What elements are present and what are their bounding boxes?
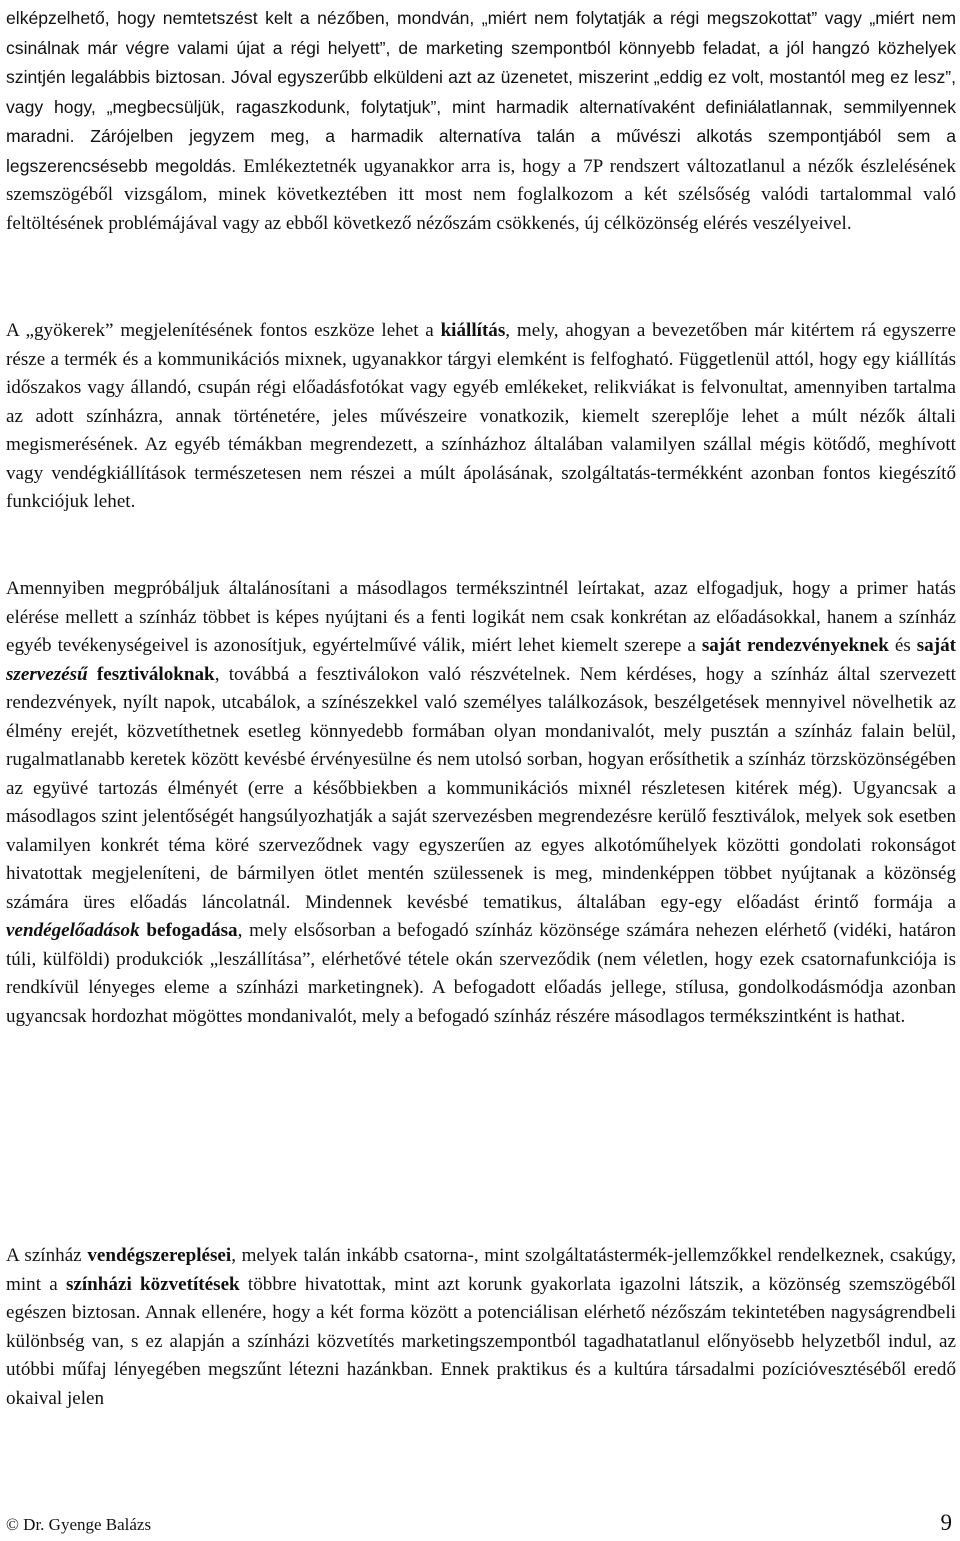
- paragraph-1: [6, 4, 956, 238]
- text-run: saját rendezvényeknek: [701, 635, 889, 656]
- text-run: [88, 664, 97, 685]
- paragraph-2: [6, 317, 956, 517]
- text-run: Amennyiben megpróbáljuk általánosítani a másodlagos termékszintnél leírtakat, azaz elfogadjuk, hogy a primer hatás elérése mellett a színház többet is képes nyújtani és a fenti logikát nem csak konkrétan az előadásokkal, hanem a színház egyéb tevékenységeivel is azonosítjuk, egyértelművé válik, miért lehet kiemelt szerepe a: [6, 578, 956, 656]
- text-run: és: [888, 635, 917, 656]
- text-run: elképzelhető, hogy nemtetszést kelt a nézőben, mondván, „miért nem folytatják a régi megszokottat” vagy „miért nem csinálnak már végre valami újat a régi helyett”, de marketing szempontból könnyebb feladat, a jól hangzó közhelyek szintjén legalábbis biztosan. Jóval egyszerűbb elküldeni azt az üzenetet, miszerint „eddig ez volt, mostantól meg ez lesz”, vagy hogy, „megbecsüljük, ragaszkodunk, folytatjuk”, mint harmadik alternatívaként definiálatlannak, semmilyennek maradni. Zárójelben jegyzem meg, a harmadik alternatíva talán a művészi alkotás szempontjából sem a legszerencsésebb megoldás.: [6, 8, 956, 176]
- text-run: szervezésű: [6, 663, 88, 685]
- text-run: kiállítás: [440, 320, 506, 341]
- text-run: , mely, ahogyan a bevezetőben már kitértem rá egyszerre része a termék és a kommunikációs mixnek, ugyanakkor tárgyi elemként is felfogható. Függetlenül attól, hogy egy kiállítás időszakos vagy állandó, csupán régi előadásfotókat vagy egyéb emlékeket, relikviákat is felvonultat, amennyiben tartalma az adott színházra, annak történetére, jeles művészeire vonatkozik, kiemelt szereplője lehet a múlt nézők általi megismerésének. Az egyéb témákban megrendezett, a színházhoz általában valamilyen szállal mégis kötődő, meghívott vagy vendégkiállítások természetesen nem részei a múlt ápolásának, szolgáltatás-termékként azonban fontos kiegészítő funkciójuk lehet.: [6, 320, 956, 512]
- text-run: többre hivatottak, mint azt korunk gyakorlata igazolni látszik, a közönség szemszögéből egészen biztosan. Annak ellenére, hogy a két forma között a potenciálisan elérhető nézőszám tekintetében nagyságrendbeli különbség van, s ez alapján a színházi közvetítés marketingszempontból tagadhatatlanul előnyösebb helyzetből indul, az utóbbi műfaj lényegében megszűnt létezni hazánkban. Ennek praktikus és a kultúra társadalmi pozícióvesztéséből eredő okaival jelen: [6, 1273, 956, 1409]
- paragraph-3: [6, 575, 956, 1031]
- text-run: , melyek talán inkább csatorna-, mint szolgáltatástermék-jellemzőkkel rendelkeznek, csakúgy, mint a: [6, 1245, 956, 1295]
- text-run: saját: [916, 635, 956, 656]
- page-number: 9: [940, 1510, 952, 1535]
- text-run: befogadása: [146, 920, 238, 941]
- text-run: színházi közvetítések: [65, 1273, 240, 1295]
- footer-author: © Dr. Gyenge Balázs: [6, 1515, 152, 1534]
- text-run: A „gyökerek” megjelenítésének fontos eszköze lehet a: [6, 320, 441, 341]
- text-run: fesztiváloknak: [96, 663, 215, 685]
- text-run: A színház: [6, 1245, 88, 1266]
- text-run: , mely elsősorban a befogadó színház közönsége számára nehezen elérhető (vidéki, határon túli, külföldi) produkciók „leszállítása”, elérhetővé tétele okán szerveződik (nem véletlen, hogy ezek csatornafunkciója is rendkívül lényeges eleme a színházi marketingnek). A befogadott előadás jellege, stílusa, gondolkodásmódja azonban ugyancsak hordozhat mögöttes mondanivalót, mely a befogadó színház részére másodlagos termékszintként is hathat.: [6, 920, 957, 1027]
- paragraph-4: [6, 1242, 956, 1413]
- text-run: Emlékeztetnék ugyanakkor arra is, hogy a 7P rendszert változatlanul a nézők észlelésének szemszögéből vizsgálom, minek következtében itt most nem foglalkozom a két szélsőség valódi tartalommal való feltöltésének problémájával vagy az ebből következő nézőszám csökkenés, új célközönség elérés veszélyeivel.: [6, 155, 956, 234]
- text-run: vendégszereplései: [87, 1245, 232, 1266]
- text-run: , továbbá a fesztiválokon való részvételnek. Nem kérdéses, hogy a színház által szervezett rendezvények, nyílt napok, utcabálok, a színészekkel való személyes találkozások, beszélgetések mennyivel növelhetik az élmény erejét, közvetíthetnek esetleg könnyedebb formában olyan mondanivalót, mely pusztán a színház falain belül, rugalmatlanabb keretek között kevésbé érvényesülne és nem utolsó sorban, hogyan erősíthetik a színház törzsközönségében az együvé tartozás élményét (erre a későbbiekben a kommunikációs mixnél részletesen kitérek még). Ugyancsak a másodlagos szint jelentőségét hangsúlyozhatják a saját szervezésben megrendezésre kerülő fesztiválok, melyek sok esetben valamilyen konkrét téma köré szerveződnek vagy egyszerűen az egyes alkotóműhelyek közötti gondolati rokonságot hivatottak megjeleníteni, de bármilyen ötlet mentén szülessenek is meg, mindenképpen többet nyújtanak a közönség számára üres előadás láncolatnál. Mindennek kevésbé tematikus, általában egy-egy előadást érintő formája a: [6, 663, 956, 913]
- text-run: vendégelőadások: [6, 920, 140, 941]
